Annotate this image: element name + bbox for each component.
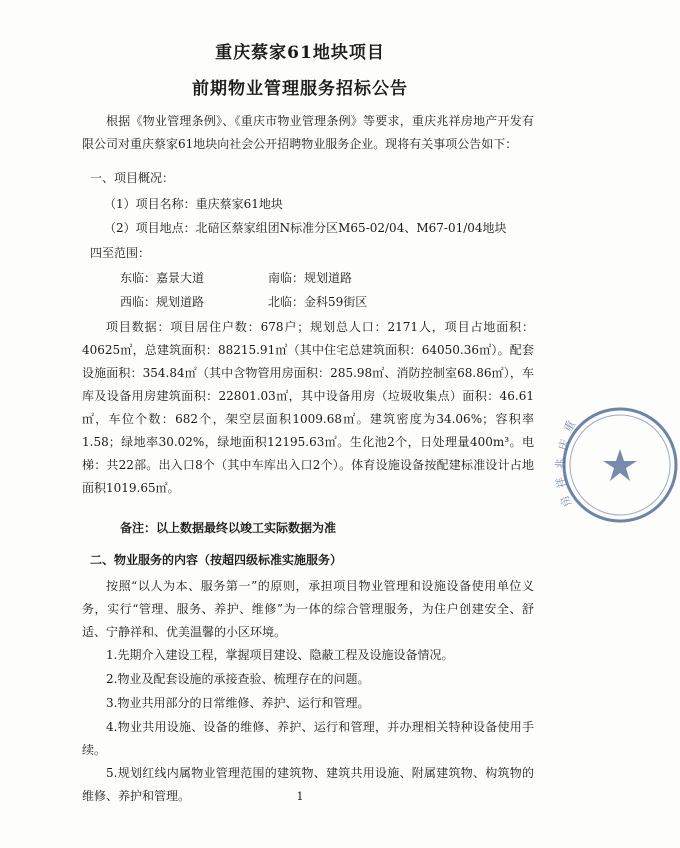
svg-text:重: 重 xyxy=(561,418,579,435)
service-list-item-3: 3.物业共用部分的日常维修、养护、运行和管理。 xyxy=(106,696,370,710)
intro-paragraph: 根据《物业管理条例》、《重庆市物业管理条例》等要求，重庆兆祥房地产开发有限公司对重庆蔡家61地块向社会公开招聘物业服务企业。现将有关事项公告如下： xyxy=(82,114,534,151)
service-list-item-5: 5.规划红线内属物业管理范围的建筑物、建筑共用设施、附属建筑物、构筑物的维修、养护和管理。 xyxy=(82,766,534,803)
svg-text:祥: 祥 xyxy=(553,475,569,490)
svg-text:庆: 庆 xyxy=(556,437,572,452)
section2-heading: 二、物业服务的内容（按超四级标准实施服务） xyxy=(90,553,343,567)
project-data-paragraph: 项目数据：项目居住户数：678户；规划总人口：2171人，项目占地面积：40625㎡，总建筑面积：88215.91㎡（其中住宅总建筑面积：64050.36㎡）。配套设施面积：354.84㎡（其中含物管用房面积：285.98㎡、消防控制室68.86㎡），车库及设备用房建筑面积：22801.03㎡，其中设备用房（垃圾收集点）面积：46.61㎡，车位个数：682个，架空层面积1009.68㎡。建筑密度为34.06%；容积率1.58；绿地率30.02%，绿地面积12195.63㎡。生化池2个，日处理量400m³。电梯：共22部。出入口8个（其中车库出入口2个）。体育设施设备按配建标准设计占地面积1019.65㎡。 xyxy=(82,320,534,495)
document-title-line1: 重庆蔡家61地块项目 xyxy=(215,43,385,63)
boundary-label: 四至范围： xyxy=(90,246,151,260)
page-number: 1 xyxy=(296,790,304,803)
section1-heading: 一、项目概况： xyxy=(90,171,175,185)
project-name-item: （1）项目名称：重庆蔡家61地块 xyxy=(104,197,283,211)
boundary-north: 北临：金科59街区 xyxy=(268,295,368,309)
svg-text:房: 房 xyxy=(557,492,575,509)
boundary-south: 南临：规划道路 xyxy=(268,271,353,285)
boundary-west: 西临：规划道路 xyxy=(120,295,205,309)
svg-text:兆: 兆 xyxy=(554,458,567,469)
boundary-east: 东临：嘉景大道 xyxy=(120,271,205,285)
service-list-item-4: 4.物业共用设施、设备的维修、养护、运行和管理，并办理相关特种设备使用手续。 xyxy=(82,720,534,757)
project-location-item: （2）项目地点：北碚区蔡家组团N标准分区M65-02/04、M67-01/04地块 xyxy=(104,221,507,235)
service-list-item-1: 1.先期介入建设工程，掌握项目建设、隐蔽工程及设施设备情况。 xyxy=(106,648,454,662)
company-seal-icon xyxy=(553,405,680,525)
data-note: 备注：以上数据最终以竣工实际数据为准 xyxy=(120,521,337,535)
document-title-line2: 前期物业管理服务招标公告 xyxy=(192,79,408,99)
service-list-item-2: 2.物业及配套设施的承接查验、梳理存在的问题。 xyxy=(106,672,370,686)
section2-intro-paragraph: 按照“以人为本、服务第一”的原则，承担项目物业管理和设施设备使用单位义务，实行“管理、服务、养护、维修”为一体的综合管理服务，为住户创建安全、舒适、宁静祥和、优美温馨的小区环境。 xyxy=(82,579,534,639)
